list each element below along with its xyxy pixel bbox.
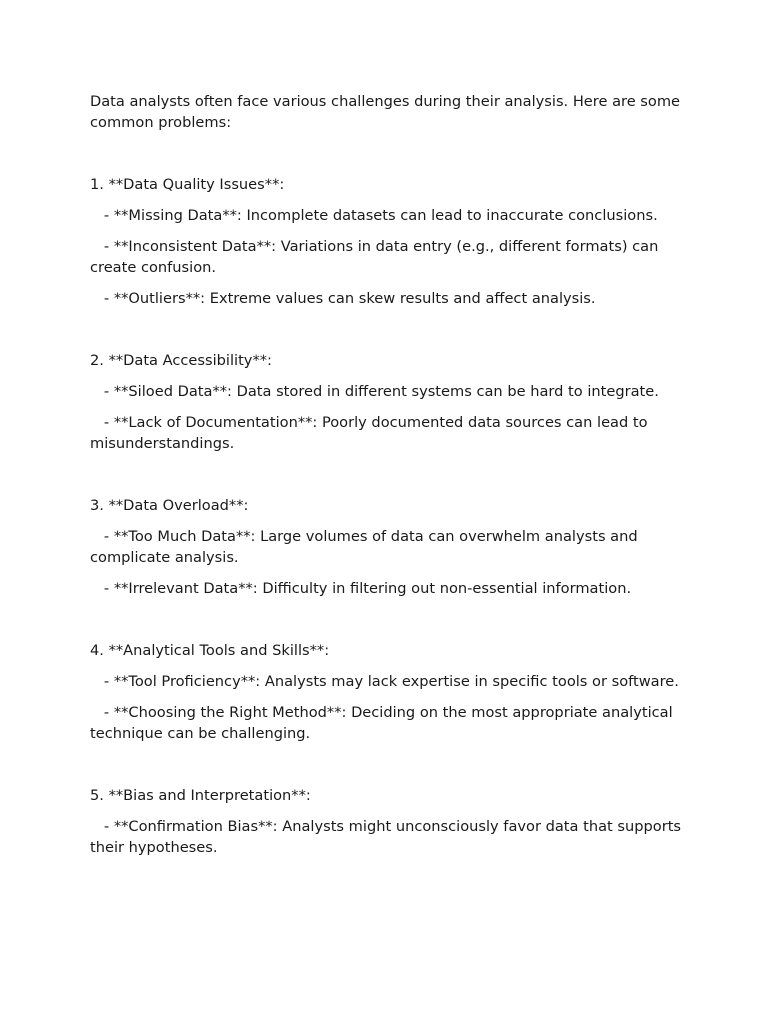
section-heading: 3. **Data Overload**:	[90, 497, 249, 514]
section-heading: 2. **Data Accessibility**:	[90, 352, 272, 369]
bullet-item: - **Outliers**: Extreme values can skew results and affect analysis.	[90, 290, 596, 307]
section-heading: 5. **Bias and Interpretation**:	[90, 787, 311, 804]
section-bias-interpretation	[90, 785, 690, 858]
bullet-item: - **Too Much Data**: Large volumes of data can overwhelm analysts and complicate analysis.	[90, 528, 643, 566]
section-analytical-tools	[90, 640, 690, 744]
bullet-item: - **Siloed Data**: Data stored in different systems can be hard to integrate.	[90, 383, 659, 400]
section-data-overload	[90, 495, 690, 599]
bullet-item: - **Irrelevant Data**: Difficulty in filtering out non-essential information.	[90, 580, 632, 597]
section-heading: 4. **Analytical Tools and Skills**:	[90, 642, 330, 659]
bullet-item: - **Lack of Documentation**: Poorly documented data sources can lead to misunderstandings.	[90, 414, 653, 452]
bullet-item: - **Choosing the Right Method**: Deciding on the most appropriate analytical technique can be challenging.	[90, 704, 678, 742]
section-data-accessibility	[90, 350, 690, 454]
intro-paragraph: Data analysts often face various challenges during their analysis. Here are some common problems:	[90, 93, 685, 131]
bullet-item: - **Inconsistent Data**: Variations in data entry (e.g., different formats) can create confusion.	[90, 238, 664, 276]
section-data-quality	[90, 174, 690, 309]
bullet-item: - **Tool Proficiency**: Analysts may lack expertise in specific tools or software.	[90, 673, 679, 690]
document-body	[90, 91, 690, 858]
section-heading: 1. **Data Quality Issues**:	[90, 176, 285, 193]
bullet-item: - **Confirmation Bias**: Analysts might unconsciously favor data that supports their hypotheses.	[90, 818, 686, 856]
bullet-item: - **Missing Data**: Incomplete datasets can lead to inaccurate conclusions.	[90, 207, 658, 224]
